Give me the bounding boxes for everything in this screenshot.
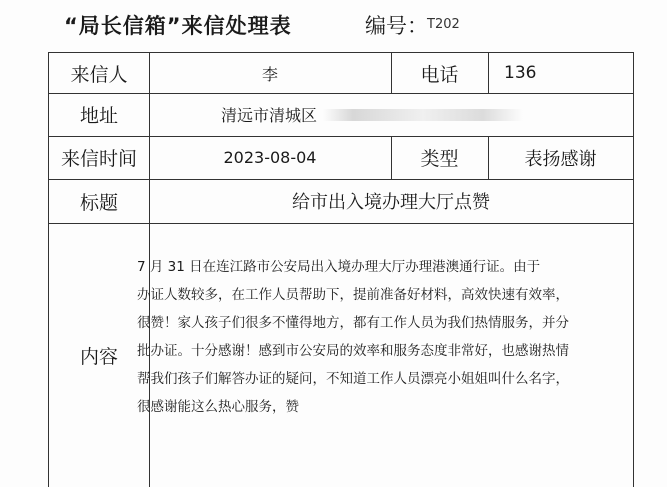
sender-label: 来信人 <box>70 63 128 86</box>
subject-value: 给市出入境办理大厅点赞 <box>292 192 490 213</box>
serial-number-value: T202 <box>427 17 460 32</box>
content-label: 内容 <box>79 345 118 368</box>
content-line: 帮我们孩子们解答办证的疑问，不知道工作人员漂亮小姐姐叫什么名字， <box>137 371 569 387</box>
content-line: 很赞！家人孩子们很多不懂得地方，都有工作人员为我们热情服务，并分 <box>137 315 569 331</box>
serial-number-label: 编号： <box>365 14 428 38</box>
content-line: 办证人数较多，在工作人员帮助下，提前准备好材料，高效快速有效率， <box>137 287 569 303</box>
address-label: 地址 <box>79 105 118 127</box>
phone-value: 136 <box>504 63 537 83</box>
content-line: 7 月 31 日在连江路市公安局出入境办理大厅办理港澳通行证。由于 <box>137 259 541 275</box>
date-value: 2023-08-04 <box>223 148 317 167</box>
subject-label: 标题 <box>79 191 118 214</box>
sender-value: 李 <box>261 64 278 84</box>
redacted-address-mark <box>323 109 523 121</box>
phone-label: 电话 <box>420 63 459 86</box>
content-body <box>137 253 567 421</box>
address-cell <box>149 93 633 136</box>
address-value: 清远市清城区 <box>221 106 318 125</box>
content-line: 很感谢能这么热心服务，赞 <box>137 399 299 415</box>
type-label: 类型 <box>420 148 459 170</box>
content-line: 批办证。十分感谢！感到市公安局的效率和服务态度非常好，也感谢热情 <box>137 343 569 359</box>
type-value: 表扬感谢 <box>524 148 597 170</box>
date-label: 来信时间 <box>60 148 137 170</box>
form-title: “局长信箱”来信处理表 <box>64 14 292 38</box>
